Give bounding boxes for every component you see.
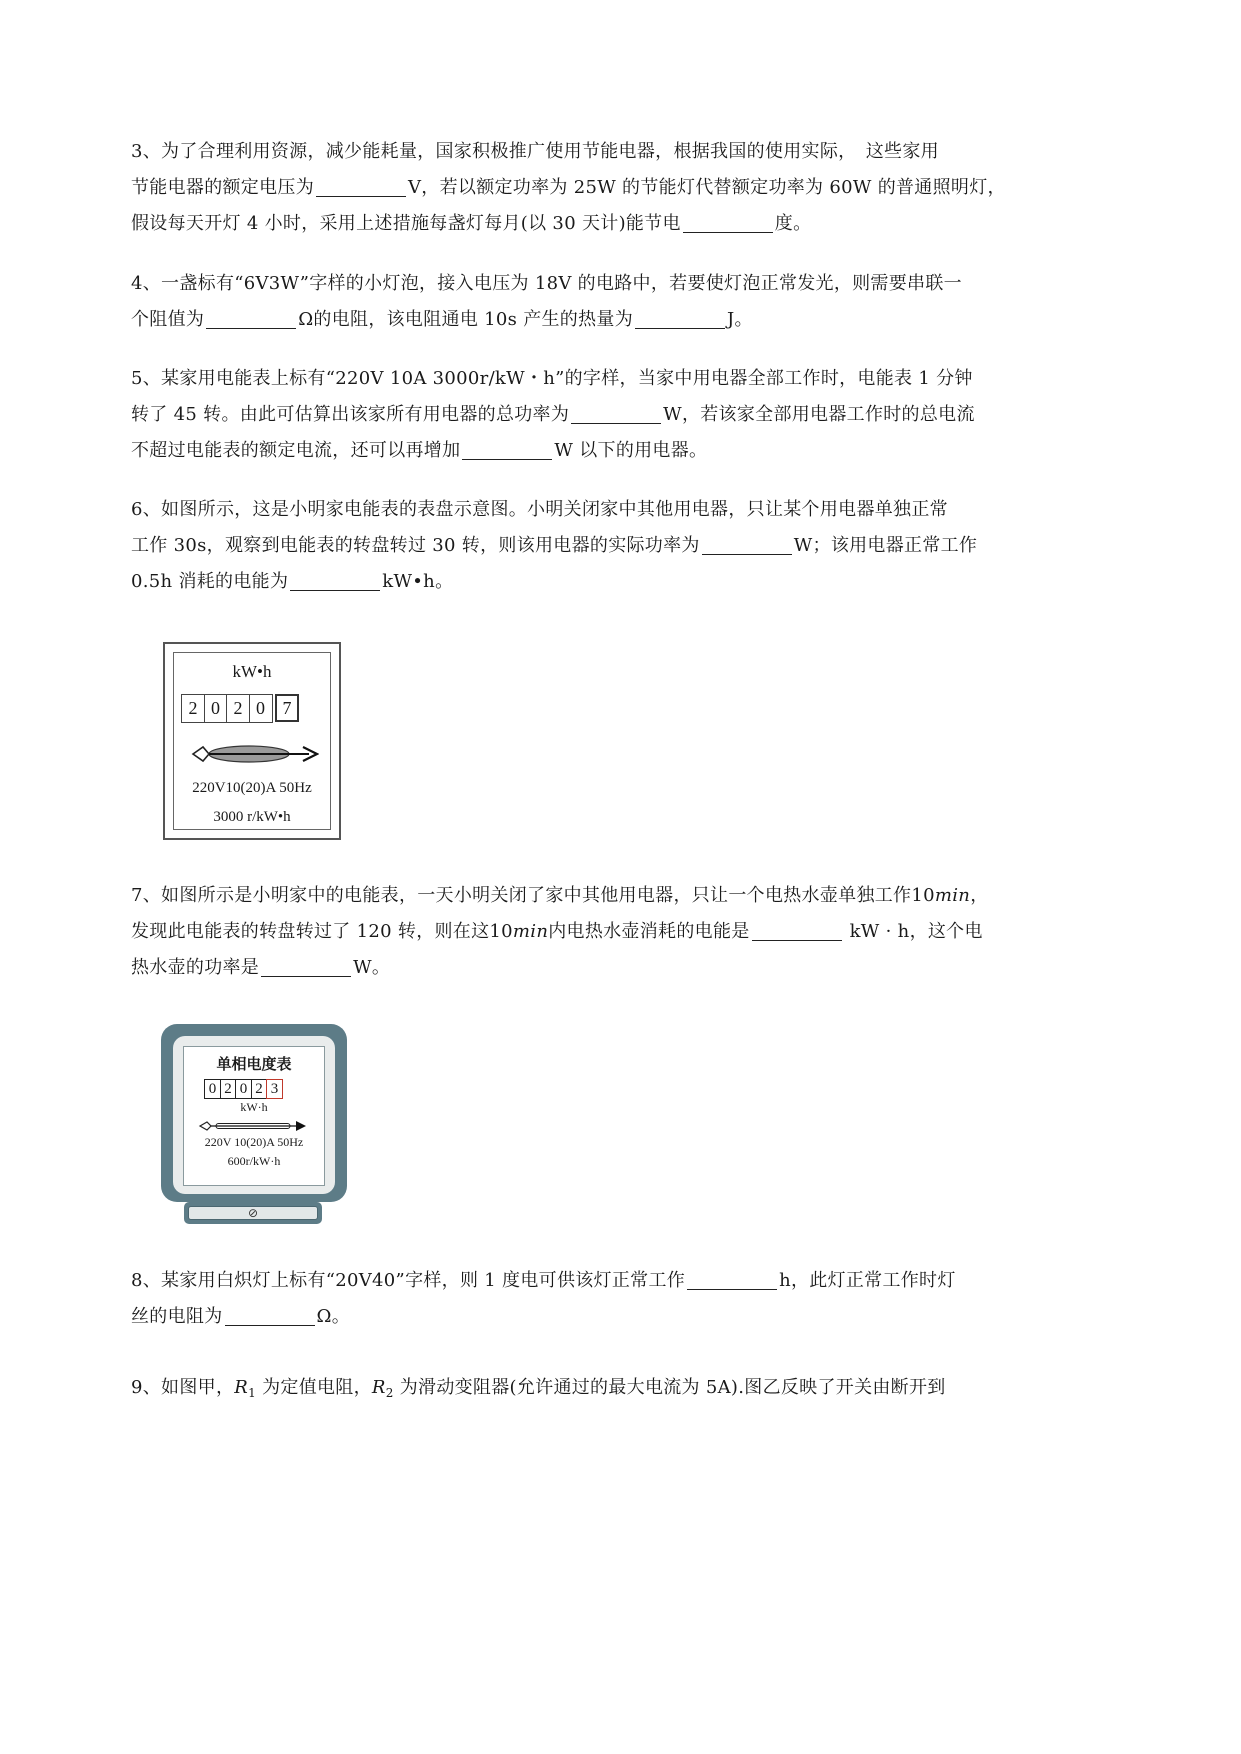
q4-text: Ω的电阻，该电阻通电 10s 产生的热量为	[298, 309, 634, 330]
q4-line-1: 4、一盏标有“6V3W”字样的小灯泡，接入电压为 18V 的电路中，若要使灯泡正常发光，则需要串联一	[131, 273, 962, 294]
meter-digit: 2	[251, 1079, 268, 1099]
meter-spec-rating: 220V10(20)A 50Hz	[192, 780, 312, 796]
answer-blank[interactable]	[261, 952, 351, 977]
q7-unit: kW · h	[849, 921, 910, 942]
q9-line-1	[131, 1370, 1036, 1411]
meter-unit-label: kW·h	[240, 1100, 268, 1114]
r2-subscript: 2	[385, 1386, 394, 1400]
q5-text: 不超过电能表的额定电流，还可以再增加	[131, 440, 461, 461]
q7-line-3	[131, 950, 1036, 986]
answer-blank[interactable]	[316, 172, 406, 197]
question-3	[131, 134, 1036, 242]
q8-line-2	[131, 1299, 1036, 1335]
q5-text: W 以下的用电器。	[554, 440, 708, 461]
question-7	[131, 878, 1036, 986]
q7-number: 10	[911, 885, 935, 906]
q6-text: kW•h。	[382, 571, 454, 592]
meter-spec-constant: 600r/kW·h	[227, 1154, 281, 1168]
question-4	[131, 266, 1036, 338]
q5-line-2	[131, 397, 1036, 433]
q8-text: Ω。	[316, 1306, 351, 1327]
q5-line-1: 5、某家用电能表上标有“220V 10A 3000r/kW・h”的字样，当家中用电器全部工作时，电能表 1 分钟	[131, 368, 973, 389]
answer-blank[interactable]	[225, 1301, 315, 1326]
q7-text: 内电热水壶消耗的电能是	[548, 921, 750, 942]
meter-digit: 2	[181, 694, 205, 723]
meter-decimal-digit: 3	[266, 1079, 283, 1099]
rotating-disc-arrow-icon	[191, 738, 319, 770]
q7-number: 10	[489, 921, 513, 942]
meter-digit-counter	[181, 694, 298, 723]
q6-line-3	[131, 564, 1036, 600]
question-8	[131, 1263, 1036, 1335]
q3-text: V，若以额定功率为 25W 的节能灯代替额定功率为 60W 的普通照明灯，	[408, 177, 1006, 198]
q6-line-1: 6、如图所示，这是小明家电能表的表盘示意图。小明关闭家中其他用电器，只让某个用电器单独正常	[131, 499, 948, 520]
q5-line-3	[131, 433, 1036, 469]
meter-digit: 0	[235, 1079, 252, 1099]
q6-text: W；该用电器正常工作	[793, 535, 978, 556]
meter-digit: 0	[204, 694, 228, 723]
q9-text: 为定值电阻，	[262, 1377, 372, 1398]
q4-line-2	[131, 302, 1036, 338]
q3-text: 度。	[774, 213, 812, 234]
answer-blank[interactable]	[462, 435, 552, 460]
rotating-disc-arrow-icon	[198, 1119, 310, 1133]
q8-line-1	[131, 1263, 1036, 1299]
q3-line-3	[131, 206, 1036, 242]
meter-digit: 2	[220, 1079, 237, 1099]
q6-text: 工作 30s，观察到电能表的转盘转过 30 转，则该用电器的实际功率为	[131, 535, 700, 556]
q3-text: 节能电器的额定电压为	[131, 177, 314, 198]
meter-digit: 0	[204, 1079, 221, 1099]
question-5	[131, 361, 1036, 469]
q7-line-2	[131, 914, 1036, 950]
answer-blank[interactable]	[752, 916, 842, 941]
answer-blank[interactable]	[206, 304, 296, 329]
answer-blank[interactable]	[635, 304, 725, 329]
meter-body	[173, 1036, 335, 1194]
meter-spec-rating: 220V 10(20)A 50Hz	[204, 1135, 304, 1149]
q4-text: J。	[727, 309, 753, 330]
meter-unit-label: kW•h	[232, 662, 272, 681]
q6-text: 0.5h 消耗的电能为	[131, 571, 289, 592]
q7-text: 发现此电能表的转盘转过了 120 转，则在这	[131, 921, 490, 942]
answer-blank[interactable]	[687, 1265, 777, 1290]
q7-text: 热水壶的功率是	[131, 957, 260, 978]
q7-unit: min	[934, 885, 971, 906]
energy-meter-figure-1	[163, 642, 341, 840]
r2-symbol: R	[371, 1377, 386, 1398]
meter-digit: 0	[249, 694, 273, 723]
q6-line-2	[131, 528, 1036, 564]
meter-digit-counter	[204, 1079, 282, 1099]
q8-text: 8、某家用白炽灯上标有“20V40”字样，则 1 度电可供该灯正常工作	[131, 1270, 686, 1291]
meter-title: 单相电度表	[216, 1055, 292, 1073]
q8-text: h，此灯正常工作时灯	[779, 1270, 956, 1291]
q3-text: 假设每天开灯 4 小时，采用上述措施每盏灯每月(以 30 天计)能节电	[131, 213, 681, 234]
answer-blank[interactable]	[702, 530, 792, 555]
q5-text: W，若该家全部用电器工作时的总电流	[663, 404, 975, 425]
q9-text: 9、如图甲，	[131, 1377, 235, 1398]
q7-text: ，	[970, 885, 989, 906]
r1-symbol: R	[234, 1377, 249, 1398]
answer-blank[interactable]	[683, 208, 773, 233]
q7-text: 7、如图所示是小明家中的电能表，一天小明关闭了家中其他用电器，只让一个电热水壶单独工作	[131, 885, 912, 906]
q4-text: 个阻值为	[131, 309, 205, 330]
energy-meter-figure-2	[161, 1024, 347, 1202]
meter-spec-constant: 3000 r/kW•h	[213, 809, 291, 825]
question-9	[131, 1370, 1036, 1411]
meter-faceplate	[183, 1046, 325, 1186]
answer-blank[interactable]	[290, 566, 380, 591]
meter-digit: 2	[226, 694, 250, 723]
q3-line-1: 3、为了合理利用资源，减少能耗量，国家积极推广使用节能电器，根据我国的使用实际， 这些家用	[131, 141, 939, 162]
meter-decimal-digit: 7	[275, 694, 299, 722]
q7-text: ，这个电	[909, 921, 983, 942]
question-6	[131, 492, 1036, 600]
q9-text: 为滑动变阻器(允许通过的最大电流为 5A).图乙反映了开关由断开到	[399, 1377, 946, 1398]
meter-terminal-screw-icon: ⊘	[188, 1206, 318, 1220]
q7-line-1	[131, 878, 1036, 914]
meter-base	[184, 1202, 322, 1224]
q8-text: 丝的电阻为	[131, 1306, 223, 1327]
q7-unit: min	[512, 921, 549, 942]
q7-text: W。	[353, 957, 391, 978]
q5-text: 转了 45 转。由此可估算出该家所有用电器的总功率为	[131, 404, 570, 425]
r1-subscript: 1	[248, 1386, 257, 1400]
answer-blank[interactable]	[571, 399, 661, 424]
q3-line-2	[131, 170, 1036, 206]
